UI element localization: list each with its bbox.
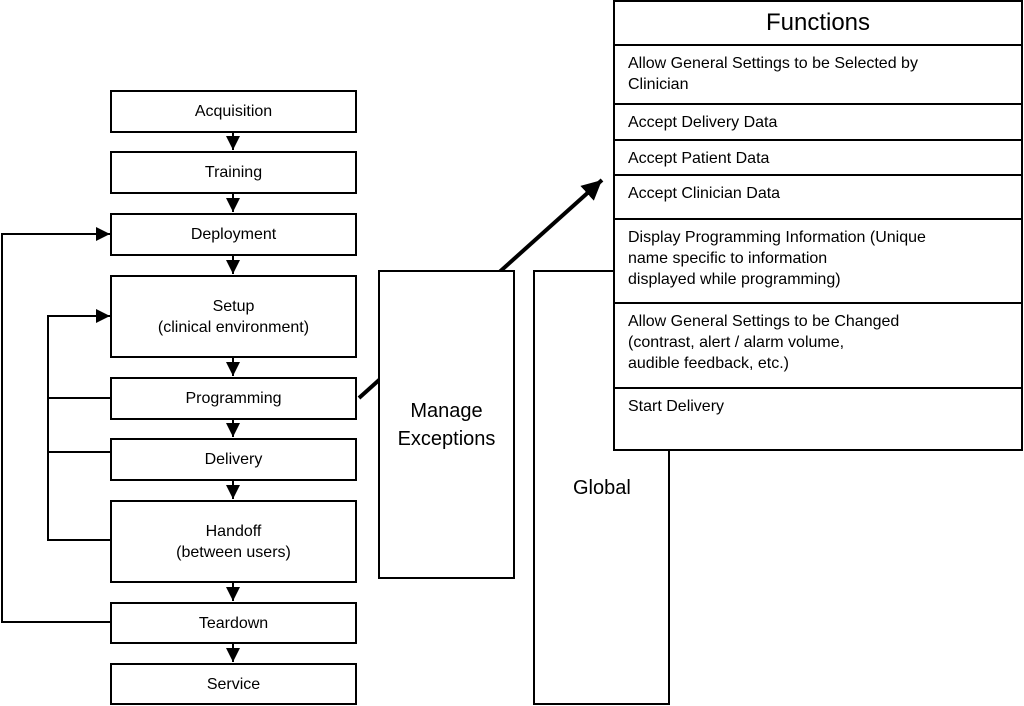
global-label: Global bbox=[573, 476, 631, 499]
step-service bbox=[110, 663, 357, 705]
step-training bbox=[110, 151, 357, 194]
function-line: Accept Delivery Data bbox=[628, 114, 778, 131]
loop-teardown-to-deployment bbox=[2, 234, 110, 622]
function-item bbox=[615, 141, 1021, 176]
function-item bbox=[615, 176, 1021, 220]
manage-exceptions-box bbox=[378, 270, 515, 579]
step-label: Setup bbox=[212, 297, 255, 315]
exceptions-label: Exceptions bbox=[397, 427, 496, 450]
function-line: Display Programming Information (Unique bbox=[628, 229, 926, 246]
step-handoff bbox=[110, 500, 357, 583]
step-label: Teardown bbox=[198, 614, 269, 632]
function-line: Accept Clinician Data bbox=[628, 185, 781, 202]
function-line: Accept Patient Data bbox=[628, 150, 770, 167]
functions-panel bbox=[613, 0, 1023, 451]
function-item bbox=[615, 304, 1021, 389]
function-item bbox=[615, 105, 1021, 141]
step-delivery bbox=[110, 438, 357, 481]
function-item bbox=[615, 46, 1021, 105]
step-sublabel: (clinical environment) bbox=[157, 318, 310, 336]
step-sublabel: (between users) bbox=[176, 543, 291, 561]
step-setup bbox=[110, 275, 357, 358]
function-line: Start Delivery bbox=[628, 398, 725, 415]
function-line: name specific to information bbox=[628, 250, 828, 267]
function-line: Allow General Settings to be Selected by bbox=[628, 55, 918, 72]
step-label: Deployment bbox=[190, 226, 277, 243]
step-label: Service bbox=[206, 675, 261, 693]
function-line: Allow General Settings to be Changed bbox=[628, 313, 900, 330]
function-line: audible feedback, etc.) bbox=[628, 355, 789, 372]
step-label: Delivery bbox=[204, 451, 263, 468]
functions-title: Functions bbox=[615, 2, 1021, 46]
step-label: Training bbox=[204, 164, 263, 181]
loop-handoff-to-setup bbox=[48, 316, 110, 540]
step-label: Handoff bbox=[205, 522, 262, 540]
step-programming bbox=[110, 377, 357, 420]
function-item bbox=[615, 389, 1021, 417]
function-item bbox=[615, 220, 1021, 304]
step-label: Acquisition bbox=[194, 103, 273, 120]
function-line: (contrast, alert / alarm volume, bbox=[628, 334, 845, 351]
manage-label: Manage bbox=[410, 399, 483, 422]
step-acquisition bbox=[110, 90, 357, 133]
step-label: Programming bbox=[185, 390, 282, 407]
function-line: Clinician bbox=[628, 76, 689, 93]
step-deployment bbox=[110, 213, 357, 256]
function-line: displayed while programming) bbox=[628, 271, 841, 288]
step-teardown bbox=[110, 602, 357, 644]
